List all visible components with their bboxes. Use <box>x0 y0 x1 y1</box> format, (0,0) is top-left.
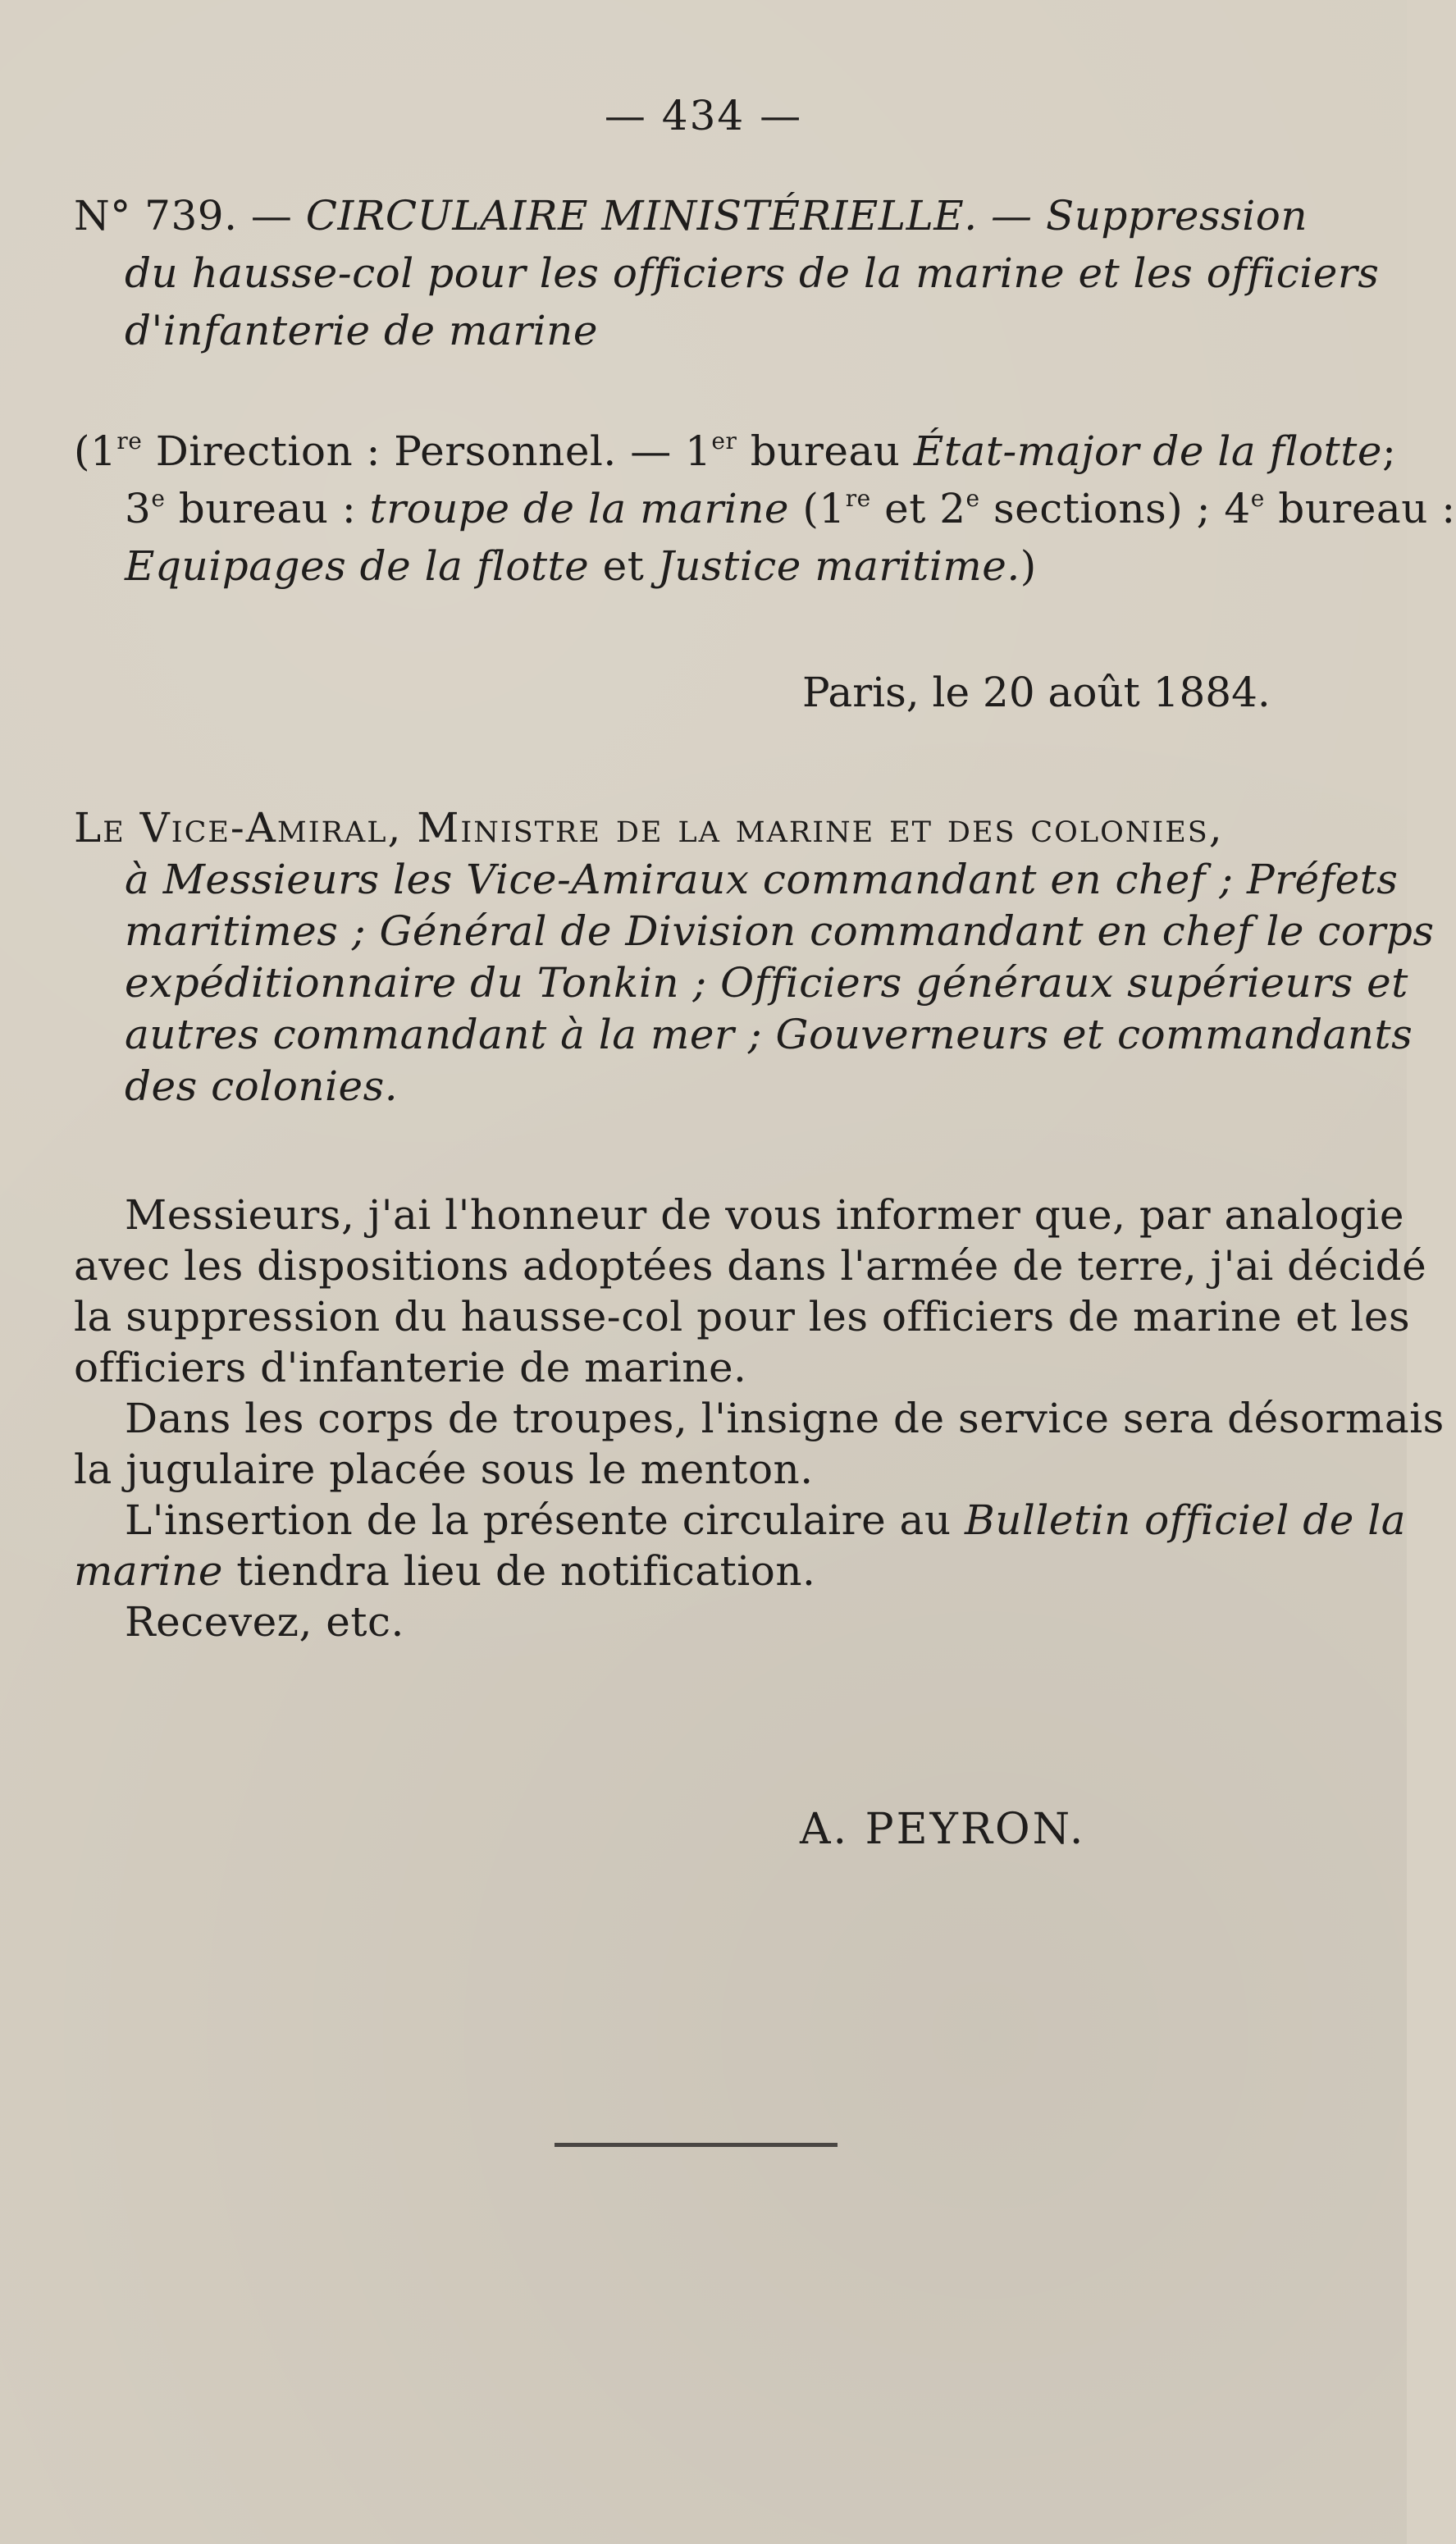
sender-line: Le Vice-Amiral, Ministre de la marine et des colonies, <box>74 804 1224 852</box>
direction-text: sections) ; 4 <box>979 485 1251 532</box>
separator-rule <box>555 2143 838 2147</box>
direction-text: Direction : Personnel. — 1 <box>142 427 712 475</box>
bureau-name: Justice maritime. <box>657 542 1020 590</box>
addressee-line: autres commandant à la mer ; Gouverneurs et commandants <box>125 1011 1413 1058</box>
body-line: Dans les corps de troupes, l'insigne de service sera désormais <box>125 1395 1445 1442</box>
addressee <box>74 802 1435 1112</box>
ordinal-superscript: er <box>711 427 737 454</box>
bulletin-title: marine <box>74 1547 223 1595</box>
body-line: la suppression du hausse-col pour les officiers de marine et les <box>74 1293 1411 1341</box>
direction-line-1 <box>74 422 1397 480</box>
body-text: tiendra lieu de notification. <box>222 1547 816 1595</box>
direction-text: ) <box>1020 542 1037 590</box>
direction-text: bureau : <box>1264 485 1456 532</box>
direction-text: et <box>589 542 658 590</box>
page-number: — 434 — <box>604 92 803 139</box>
body-line <box>74 1546 1333 1596</box>
bulletin-title: Bulletin officiel de la <box>964 1496 1407 1544</box>
title-line-2: du hausse-col pour les officiers de la marine et les officiers <box>125 249 1380 297</box>
body-line: avec les dispositions adoptées dans l'armée de terre, j'ai décidé <box>74 1242 1427 1290</box>
closing-line: Recevez, etc. <box>125 1598 404 1646</box>
direction-text: (1 <box>789 485 846 532</box>
letter-body <box>74 1190 1445 1647</box>
direction-reference <box>74 422 1456 595</box>
title-line-3: d'infanterie de marine <box>125 307 598 354</box>
direction-line-2 <box>74 480 1456 537</box>
title-line-1 <box>74 187 1333 244</box>
addressee-line: maritimes ; Général de Division commandant en chef le corps <box>125 907 1435 955</box>
direction-text: bureau : <box>165 485 370 532</box>
direction-text: ; <box>1381 427 1397 475</box>
direction-line-3 <box>74 537 1333 595</box>
body-line <box>74 1495 1407 1546</box>
ordinal-superscript: e <box>1250 485 1265 512</box>
direction-text: 3 <box>125 485 152 532</box>
body-line: la jugulaire placée sous le menton. <box>74 1446 814 1493</box>
bureau-name: troupe de la marine <box>369 485 790 532</box>
circular-heading: CIRCULAIRE MINISTÉRIELLE. — Suppression <box>305 192 1308 240</box>
body-line: officiers d'infanterie de marine. <box>74 1344 747 1391</box>
circular-title <box>74 187 1380 359</box>
direction-text: et 2 <box>870 485 966 532</box>
addressee-line: à Messieurs les Vice-Amiraux commandant en chef ; Préfets <box>125 856 1399 903</box>
bureau-name: Equipages de la flotte <box>125 542 590 590</box>
direction-text: bureau <box>737 427 914 475</box>
addressee-line: expéditionnaire du Tonkin ; Officiers généraux supérieurs et <box>125 959 1408 1007</box>
ordinal-superscript: re <box>845 485 871 512</box>
circular-number: N° 739. — <box>74 192 306 240</box>
body-text: L'insertion de la présente circulaire au <box>125 1496 965 1544</box>
ordinal-superscript: e <box>151 485 166 512</box>
ordinal-superscript: re <box>116 427 143 454</box>
body-line: Messieurs, j'ai l'honneur de vous informer que, par analogie <box>125 1191 1405 1239</box>
date-line: Paris, le 20 août 1884. <box>802 669 1271 716</box>
addressee-line: des colonies. <box>125 1062 399 1110</box>
bureau-name: État-major de la flotte <box>913 427 1382 475</box>
ordinal-superscript: e <box>965 485 980 512</box>
direction-text: (1 <box>74 427 117 475</box>
signature: A. PEYRON. <box>800 1805 1086 1854</box>
